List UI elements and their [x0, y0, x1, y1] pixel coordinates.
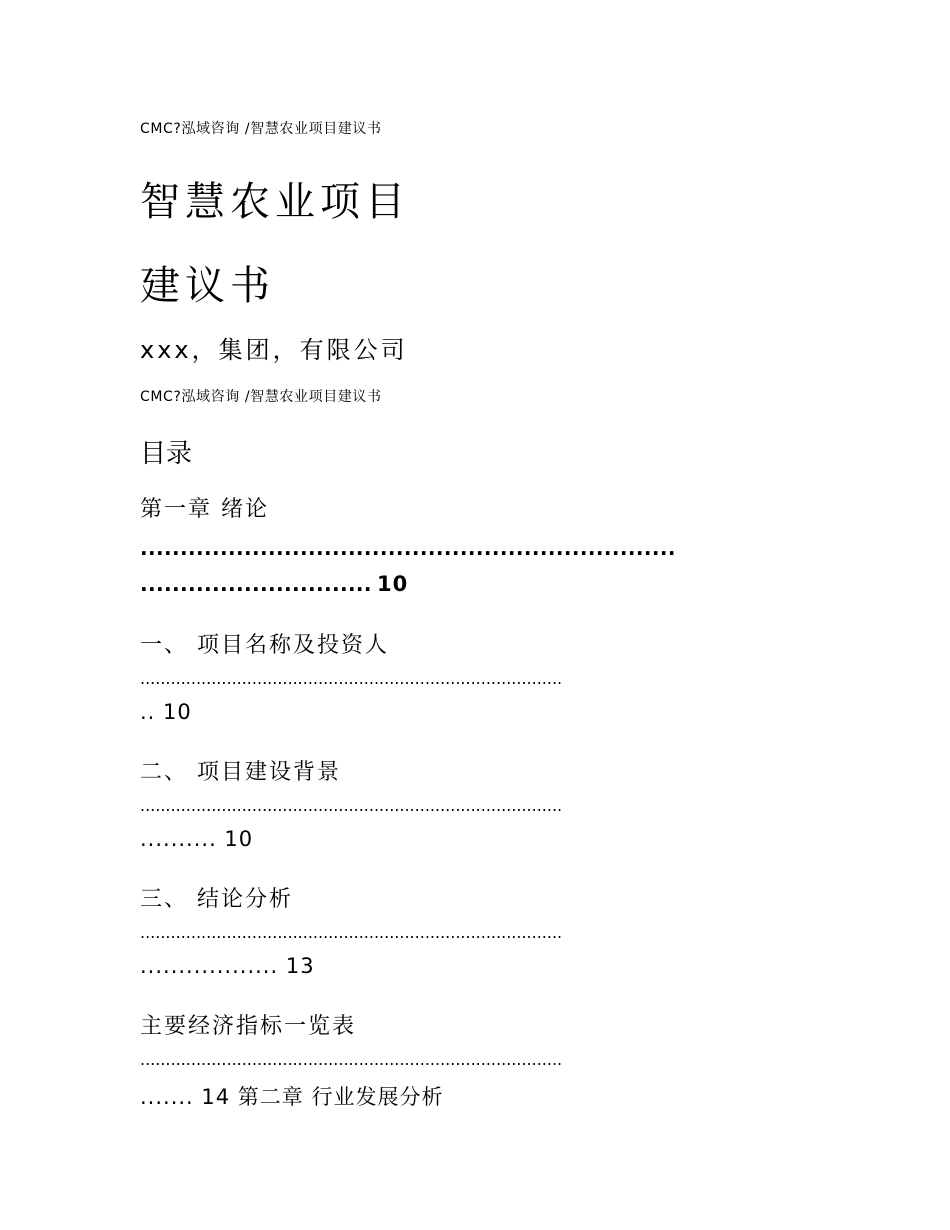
toc-entry-section-2[interactable]: 二、 项目建设背景	[140, 760, 341, 785]
toc-leader-dots: ...................................................................................	[140, 669, 563, 688]
toc-title: 目录	[140, 439, 193, 469]
document-title-line-1: 智慧农业项目	[140, 179, 410, 225]
toc-entry-chapter-1[interactable]: 第一章 绪论	[140, 497, 269, 522]
toc-entry-section-1[interactable]: 一、 项目名称及投资人	[140, 633, 389, 658]
toc-leader-tail: ....... 14 第二章 行业发展分析	[140, 1085, 444, 1109]
company-name: xxx，集团，有限公司	[140, 336, 408, 364]
running-header-2: CMC?泓域咨询 /智慧农业项目建议书	[140, 389, 382, 405]
running-header: CMC?泓域咨询 /智慧农业项目建议书	[140, 121, 382, 137]
toc-leader-dots: ...................................................................................	[140, 923, 563, 942]
toc-entry-section-3[interactable]: 三、 结论分析	[140, 887, 293, 912]
toc-leader-line	[140, 572, 408, 596]
toc-leader-dots: ...................................................................................	[140, 1050, 563, 1069]
toc-leader-dots: ...................................................................	[140, 536, 676, 560]
toc-entry-indicator-table[interactable]: 主要经济指标一览表	[140, 1014, 357, 1039]
toc-leader-tail: .......... 10	[140, 827, 254, 851]
toc-leader-dots: .............................	[140, 572, 372, 596]
toc-page-number: 10	[377, 572, 409, 596]
toc-leader-tail: .................. 13	[140, 954, 315, 978]
toc-leader-tail: .. 10	[140, 700, 192, 724]
toc-leader-dots: ...................................................................................	[140, 796, 563, 815]
document-title-line-2: 建议书	[140, 263, 275, 309]
